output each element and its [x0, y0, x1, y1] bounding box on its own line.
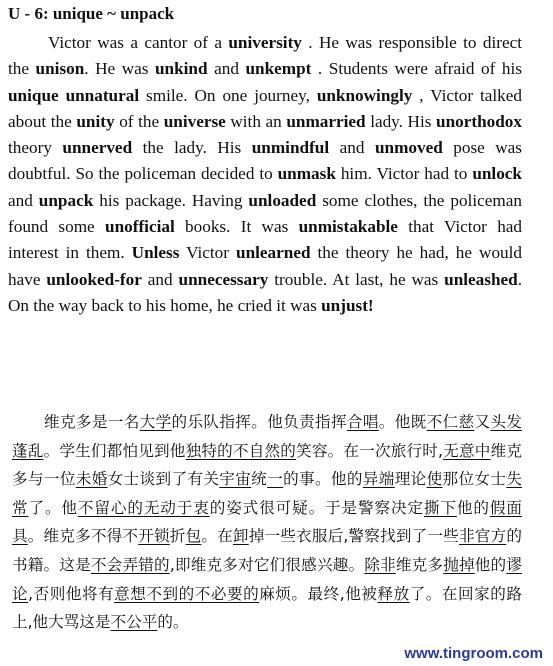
text-segment: Victor	[179, 243, 237, 263]
text-segment: of the	[114, 111, 164, 131]
text-segment: books. It was	[174, 217, 299, 237]
text-segment: pose was doubtful. So the policeman decided to	[8, 138, 522, 184]
translated-term: 谬论	[12, 555, 522, 603]
text-segment: 他的	[474, 555, 507, 574]
text-segment: 又	[474, 413, 491, 431]
text-segment: his package. Having	[93, 190, 249, 210]
text-segment: . He was	[84, 59, 155, 79]
vocab-word: unity	[76, 111, 115, 131]
translated-term: 意想不到的	[114, 584, 195, 603]
text-segment: 掉一些衣服后,警察找到了一些	[248, 527, 459, 546]
vocab-word: unnerved	[62, 138, 133, 158]
translated-term: 合唱	[346, 413, 379, 431]
translated-term: 释放	[377, 584, 410, 603]
vocab-word: unmask	[277, 164, 336, 184]
translated-term: 包	[185, 527, 202, 546]
text-segment: , Victor talked about the	[8, 85, 522, 131]
vocab-word: unique unnatural	[8, 85, 140, 105]
text-segment: . On the way back to his home, he cried it was	[8, 269, 522, 315]
vocab-word: unmistakable	[298, 217, 398, 237]
vocab-word: unorthodox	[436, 111, 522, 131]
text-segment: 。维克多不得不	[27, 527, 139, 546]
vocab-word: university	[228, 33, 302, 52]
chinese-passage	[12, 408, 522, 637]
vocab-word: unofficial	[105, 217, 175, 237]
translated-term: 卸	[232, 527, 249, 546]
vocab-word: unpack	[38, 190, 94, 210]
translated-term: 不留心的	[77, 498, 144, 517]
text-segment: 麻烦。最终,他被	[259, 584, 378, 603]
text-segment: him. Victor had to	[335, 164, 473, 184]
translated-term: 假面具	[12, 498, 522, 546]
text-segment: 他的	[456, 498, 490, 517]
translated-term: 一	[267, 470, 284, 489]
section-header: U - 6: unique ~ unpack	[8, 4, 175, 23]
vocab-word: unknowingly	[316, 85, 413, 105]
vocab-word: unmarried	[286, 111, 366, 131]
vocab-word: unjust!	[321, 295, 374, 315]
text-segment: lady. His	[365, 111, 437, 131]
translated-term: 抛掉	[443, 555, 475, 574]
text-segment: 。他既	[378, 413, 427, 431]
translated-term: 大学	[139, 413, 172, 431]
translated-term: 不仁慈	[426, 413, 475, 431]
english-passage	[8, 30, 522, 319]
vocab-word: unlearned	[236, 243, 311, 263]
text-segment: 。在	[201, 527, 233, 546]
translated-term: 独特的	[185, 441, 233, 460]
vocab-word: unnecessary	[178, 269, 269, 289]
text-segment: 折	[169, 527, 186, 546]
translated-term: 异端	[362, 470, 395, 489]
text-segment: and	[329, 138, 375, 158]
translated-term: 撕下	[423, 498, 457, 517]
text-segment: 维克多	[395, 555, 444, 574]
translated-term: 无动于衷	[143, 498, 210, 517]
vocab-word: unlock	[472, 164, 522, 184]
text-segment: and	[141, 269, 179, 289]
text-segment: 笑容。在一次旅行时,	[296, 441, 444, 460]
vocab-word: unleashed	[444, 269, 518, 289]
vocab-word: unmindful	[251, 138, 330, 158]
translated-term: 不会弄错的	[90, 555, 170, 574]
vocab-word: Unless	[131, 243, 180, 263]
text-segment: some clothes, the policeman found some	[8, 190, 522, 237]
text-segment: . He was responsible to direct the	[8, 33, 522, 79]
translated-term: 头发蓬乱	[12, 413, 522, 460]
translated-term: 宇宙	[219, 470, 252, 489]
text-segment: smile. On one journey,	[139, 85, 317, 105]
translated-term: 开锁	[138, 527, 170, 546]
text-segment: the lady. His	[132, 138, 252, 158]
translated-term: 使	[426, 470, 443, 489]
text-segment: 。学生们都怕见到他	[43, 441, 186, 460]
text-segment: 的。	[157, 613, 189, 632]
translated-term: 不自然的	[232, 441, 297, 460]
translated-term: 非官方	[458, 527, 507, 546]
text-segment: that Victor had interest in them.	[8, 217, 523, 263]
text-segment: 了。在回家的路上,他大骂这是	[12, 584, 522, 632]
translated-term: 未婚	[75, 470, 108, 489]
text-segment: with an	[225, 111, 287, 131]
text-segment: 那位女士	[442, 470, 507, 489]
vocab-word: unkempt	[245, 59, 312, 79]
text-segment: 的书籍。这是	[12, 527, 522, 574]
text-segment: Victor was a cantor of a	[48, 33, 229, 52]
text-segment: 维克多是一名	[44, 413, 140, 431]
translated-term: 不公平	[110, 613, 158, 632]
vocab-word: unkind	[154, 59, 208, 79]
text-segment: 维克多与一位	[12, 441, 522, 489]
vocab-word: unloaded	[248, 190, 317, 210]
text-segment: 统	[251, 470, 268, 489]
text-segment: the theory he had, he would have	[8, 243, 522, 289]
text-segment: 的事。他的	[283, 470, 363, 489]
text-segment: and	[207, 59, 246, 79]
translated-term: 不必要的	[194, 584, 260, 603]
text-segment: ,否则他将有	[28, 584, 115, 603]
vocab-word: unlooked-for	[46, 269, 142, 289]
text-segment: 的姿式很可疑。于是警察决定	[209, 498, 424, 517]
translated-term: 失常	[12, 470, 522, 517]
text-segment: 了。他	[28, 498, 78, 517]
vocab-word: unison	[35, 59, 85, 79]
text-segment: trouble. At last, he was	[268, 269, 445, 289]
translated-term: 无意中	[443, 441, 491, 460]
text-segment: 理论	[394, 470, 427, 489]
text-segment: theory	[8, 138, 63, 158]
text-segment: . Students were afraid of his	[311, 59, 522, 79]
text-segment: and	[8, 190, 39, 210]
text-segment: ,即维克多对它们很感兴趣。	[169, 555, 365, 574]
text-segment: 的乐队指挥。他负责指挥	[171, 413, 347, 431]
text-segment: 女士谈到了有关	[107, 470, 220, 489]
site-watermark[interactable]: www.tingroom.com	[404, 645, 543, 662]
vocab-word: universe	[163, 111, 226, 131]
translated-term: 除非	[364, 555, 396, 574]
vocab-word: unmoved	[374, 138, 443, 158]
